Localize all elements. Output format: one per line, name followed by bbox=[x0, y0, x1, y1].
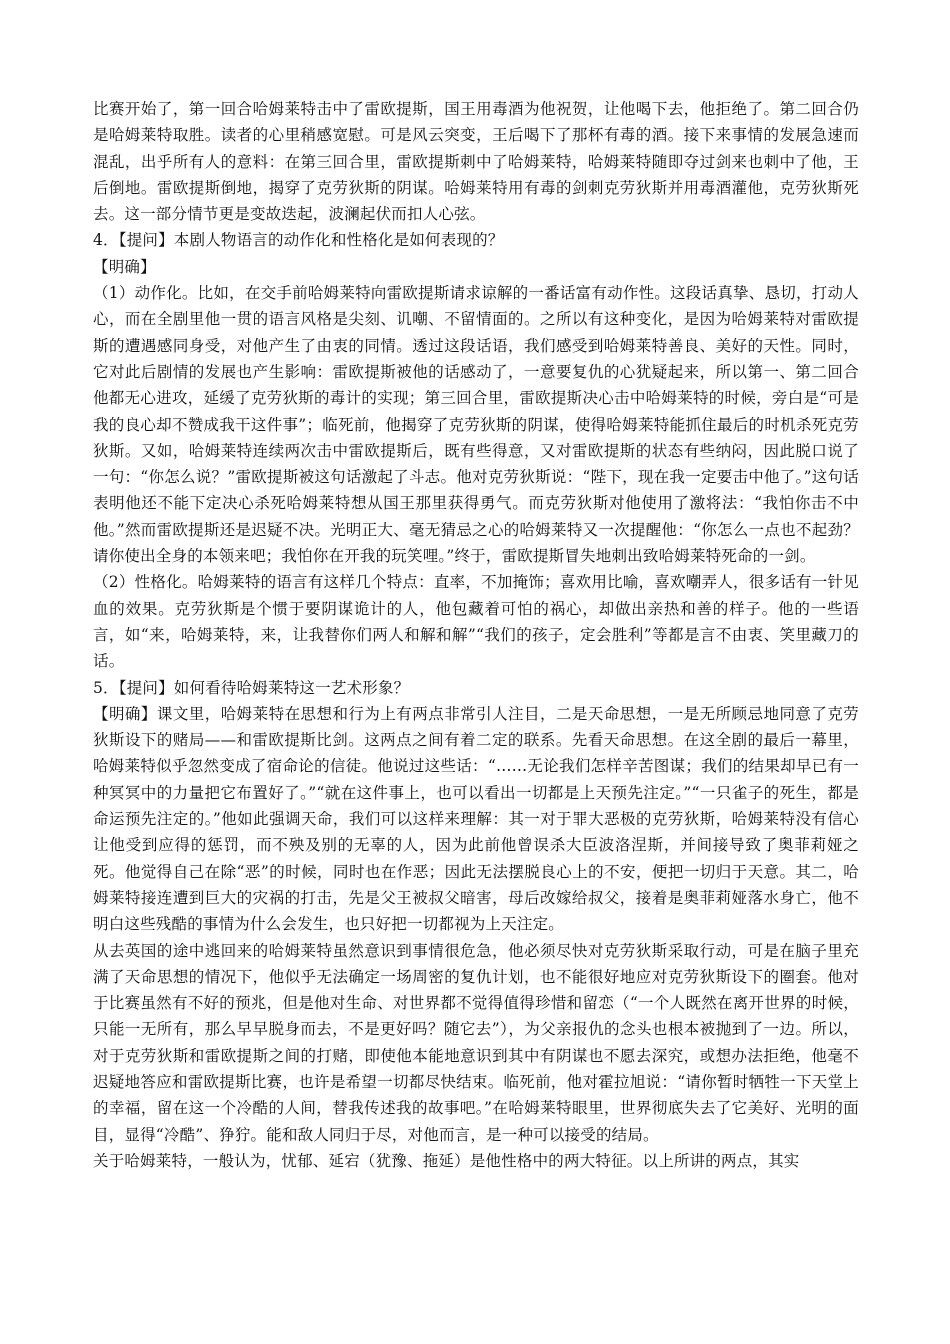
paragraph-melancholy-delay: 关于哈姆莱特，一般认为，忧郁、延宕（犹豫、拖延）是他性格中的两大特征。以上所讲的两点，其实 bbox=[93, 1151, 800, 1170]
paragraph-action-language: （1）动作化。比如，在交手前哈姆莱特向雷欧提斯请求谅解的一番话富有动作性。这段话真挚、恳切，打动人心，而在全剧里他一贯的语言风格是尖刻、讥嘲、不留情面的。之所以有这种变化，是因为哈姆莱特对雷欧提斯的遭遇感同身受，对他产生了由衷的同情。透过这段话语，我们感受到哈姆莱特善良、美好的天性。同时，它对此后剧情的发展也产生影响：雷欧提斯被他的话感动了，一意要复仇的心犹疑起来，所以第一、第二回合他都无心进攻，延缓了克劳狄斯的毒计的实现；第三回合里，雷欧提斯决心击中哈姆莱特的时候，旁白是“可是我的良心却不赞成我干这件事”；临死前，他揭穿了克劳狄斯的阴谋，使得哈姆莱特能抓住最后的时机杀死克劳狄斯。又如，哈姆莱特连续两次击中雷欧提斯后，既有些得意，又对雷欧提斯的状态有些纳闷，因此脱口说了一句：“你怎么说？”雷欧提斯被这句话激起了斗志。他对克劳狄斯说：“陛下，现在我一定要击中他了。”这句话表明他还不能下定决心杀死哈姆莱特想从国王那里获得勇气。而克劳狄斯对他使用了激将法：“我怕你击不中他。”然而雷欧提斯还是迟疑不决。光明正大、毫无猜忌之心的哈姆莱特又一次提醒他：“你怎么一点也不起劲？请你使出全身的本领来吧；我怕你在开我的玩笑哩。”终于，雷欧提斯冒失地刺出致哈姆莱特死命的一剑。 bbox=[93, 284, 859, 566]
question-4-heading: 4．【提问】本剧人物语言的动作化和性格化是如何表现的？ bbox=[93, 231, 504, 250]
answer-label: 【明确】 bbox=[93, 257, 156, 276]
paragraph-match-summary: 比赛开始了，第一回合哈姆莱特击中了雷欧提斯，国王用毒酒为他祝贺，让他喝下去，他拒绝了。第二回合仍是哈姆莱特取胜。读者的心里稍感宽慰。可是风云突变，王后喝下了那杯有毒的酒。接下来事情的发展急速而混乱，出乎所有人的意料：在第三回合里，雷欧提斯刺中了哈姆莱特，哈姆莱特随即夺过剑来也刺中了他，王后倒地。雷欧提斯倒地，揭穿了克劳狄斯的阴谋。哈姆莱特用有毒的剑刺克劳狄斯并用毒酒灌他，克劳狄斯死去。这一部分情节更是变故迭起，波澜起伏而扣人心弦。 bbox=[93, 100, 859, 224]
paragraph-character-language: （2）性格化。哈姆莱特的语言有这样几个特点：直率，不加掩饰；喜欢用比喻，喜欢嘲弄人，很多话有一针见血的效果。克劳狄斯是个惯于要阴谋诡计的人，他包藏着可怕的祸心，却做出亲热和善的样子。他的一些语言，如“来，哈姆莱特，来，让我替你们两人和解和解”“我们的孩子，定会胜利”等都是言不由衷、笑里藏刀的话。 bbox=[93, 573, 859, 671]
paragraph-fate-thinking: 【明确】课文里，哈姆莱特在思想和行为上有两点非常引人注目，二是天命思想，一是无所顾忌地同意了克劳狄斯设下的赌局——和雷欧提斯比剑。这两点之间有着二定的联系。先看天命思想。在这全剧的最后一幕里，哈姆莱特似乎忽然变成了宿命论的信徒。他说过这些话：“……无论我们怎样辛苦图谋；我们的结果却早已有一种冥冥中的力量把它布置好了。”“就在这件事上，也可以看出一切都是上天预先注定。”“一只雀子的死生，都是命运预先注定的。”他如此强调天命，我们可以这样来理解：其一对于罪大恶极的克劳狄斯，哈姆莱特没有信心让他受到应得的惩罚，而不殃及别的无辜的人，因为此前他曾误杀大臣波洛涅斯，并间接导致了奥菲莉娅之死。他觉得自己在除“恶”的时候，同时也在作恶；因此无法摆脱良心上的不安，便把一切归于天意。其二，哈姆莱特接连遭到巨大的灾祸的打击，先是父王被叔父暗害，母后改嫁给叔父，接着是奥菲莉娅落水身亡，他不明白这些残酷的事情为什么会发生，也只好把一切都视为上天注定。 bbox=[93, 704, 859, 934]
document-page bbox=[93, 96, 859, 1174]
question-5-heading: 5．【提问】如何看待哈姆莱特这一艺术形象？ bbox=[93, 678, 410, 697]
paragraph-return-from-england: 从去英国的途中逃回来的哈姆莱特虽然意识到事情很危急，他必须尽快对克劳狄斯采取行动，可是在脑子里充满了天命思想的情况下，他似乎无法确定一场周密的复仇计划，也不能很好地应对克劳狄斯设下的圈套。他对于比赛虽然有不好的预兆，但是他对生命、对世界都不觉得值得珍惜和留恋（“一个人既然在离开世界的时候，只能一无所有，那么早早脱身而去，不是更好吗？随它去”），为父亲报仇的念头也根本被抛到了一边。所以，对于克劳狄斯和雷欧提斯之间的打赌，即使他本能地意识到其中有阴谋也不愿去深究，或想办法拒绝，他毫不迟疑地答应和雷欧提斯比赛，也许是希望一切都尽快结束。临死前，他对霍拉旭说：“请你暂时牺牲一下天堂上的幸福，留在这一个冷酷的人间，替我传述我的故事吧。”在哈姆莱特眼里，世界彻底失去了它美好、光明的面目，显得“冷酷”、狰狞。能和敌人同归于尽，对他而言，是一种可以接受的结局。 bbox=[93, 941, 859, 1144]
